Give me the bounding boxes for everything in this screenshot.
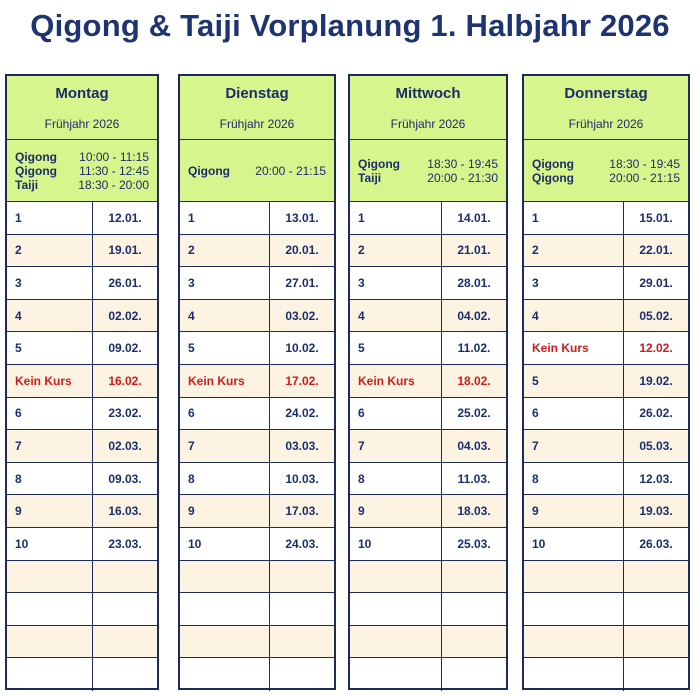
table-row [524,528,688,561]
table-row [524,398,688,431]
session-date: 26.03. [639,536,673,551]
session-date: 10.02. [285,341,319,356]
session-date: 19.02. [639,373,673,388]
course-name: Qigong [188,163,230,178]
table-row [524,658,688,691]
session-date [270,561,334,593]
session-date: 12.01. [108,210,142,225]
course-time: 18:30 - 19:45 [427,156,498,171]
table-row [7,235,157,268]
table-row [350,430,506,463]
course-time-row [15,150,149,164]
session-date: 26.02. [639,406,673,421]
session-date: 23.03. [108,536,142,551]
day-name: Montag [55,85,109,102]
course-name: Taiji [358,170,382,185]
session-label: 5 [7,332,93,364]
session-date: 12.02. [639,341,673,356]
course-name: Qigong [358,156,400,171]
day-column-donnerstag [522,74,690,690]
table-row [350,235,506,268]
table-row [180,626,334,659]
table-row [7,300,157,333]
session-label [180,626,270,658]
session-date: 24.03. [285,536,319,551]
session-date [624,561,688,593]
course-time: 20:00 - 21:15 [255,163,326,178]
table-row [7,528,157,561]
session-date: 21.01. [457,243,491,258]
course-time: 11:30 - 12:45 [79,163,149,178]
session-date: 13.01. [285,210,319,225]
table-row [350,658,506,691]
table-row [180,267,334,300]
session-date: 05.03. [639,438,673,453]
course-times [524,140,688,201]
table-row [350,463,506,496]
session-label [350,561,442,593]
session-date: 18.03. [457,504,491,519]
session-label: 8 [350,463,442,495]
course-name: Qigong [532,156,574,171]
session-label [350,593,442,625]
table-row [524,267,688,300]
table-row [180,365,334,398]
table-row [350,398,506,431]
session-label: 4 [7,300,93,332]
session-date: 16.02. [108,373,142,388]
session-label: 7 [350,430,442,462]
session-label: Kein Kurs [7,365,93,397]
session-label: 10 [524,528,624,560]
day-column-montag [5,74,159,690]
session-date [442,561,506,593]
season-label: Frühjahr 2026 [219,117,295,131]
table-row [350,528,506,561]
course-times [7,140,157,201]
session-date: 25.02. [457,406,491,421]
table-row [524,626,688,659]
table-row [180,202,334,235]
session-date: 10.03. [285,471,319,486]
session-date: 25.03. [457,536,491,551]
session-date: 14.01. [457,210,491,225]
session-label: 3 [350,267,442,299]
session-label: 1 [7,202,93,234]
session-label: 1 [524,202,624,234]
course-name: Qigong [532,170,574,185]
table-row [524,300,688,333]
session-label: 2 [350,235,442,267]
session-label: 10 [7,528,93,560]
session-label [524,561,624,593]
season-label: Frühjahr 2026 [390,117,466,131]
table-row [7,430,157,463]
table-row [7,463,157,496]
table-row [7,495,157,528]
session-label [7,593,93,625]
session-date: 09.03. [108,471,142,486]
session-label: 6 [7,398,93,430]
session-date: 28.01. [457,275,491,290]
session-label [180,593,270,625]
session-date [624,626,688,658]
session-label: 7 [524,430,624,462]
session-date: 17.02. [285,373,319,388]
table-row [350,202,506,235]
session-date: 23.02. [108,406,142,421]
table-row [350,365,506,398]
table-row [524,495,688,528]
session-label: 6 [350,398,442,430]
session-date [93,626,157,658]
table-row [350,561,506,594]
course-time: 20:00 - 21:30 [427,170,498,185]
session-date: 29.01. [639,275,673,290]
table-row [524,365,688,398]
session-label [350,658,442,691]
table-row [524,430,688,463]
course-name: Taiji [15,177,39,192]
session-label [524,658,624,691]
day-name: Donnerstag [564,85,648,102]
table-row [350,332,506,365]
session-label: Kein Kurs [350,365,442,397]
session-date: 03.03. [285,438,319,453]
session-label [524,626,624,658]
course-time-row [358,157,498,171]
session-label: 9 [524,495,624,527]
session-label: 6 [180,398,270,430]
session-date: 20.01. [285,243,319,258]
session-label: 7 [7,430,93,462]
session-date: 17.03. [285,504,319,519]
session-date [93,593,157,625]
session-date: 19.01. [108,243,142,258]
table-row [180,658,334,691]
session-date: 02.03. [108,438,142,453]
course-time: 18:30 - 20:00 [78,177,149,192]
table-row [524,463,688,496]
season-label: Frühjahr 2026 [568,117,644,131]
session-date [93,658,157,691]
table-row [180,332,334,365]
session-date: 12.03. [639,471,673,486]
course-time-row [532,171,680,185]
session-label: Kein Kurs [524,332,624,364]
session-label: 1 [180,202,270,234]
course-name: Qigong [15,163,57,178]
day-header [524,76,688,202]
session-date: 22.01. [639,243,673,258]
session-label [7,658,93,691]
session-label [524,593,624,625]
table-row [350,267,506,300]
session-date: 02.02. [108,308,142,323]
table-row [524,202,688,235]
session-label: 2 [180,235,270,267]
session-date: 04.03. [457,438,491,453]
session-date: 26.01. [108,275,142,290]
session-label: 4 [180,300,270,332]
table-row [180,561,334,594]
session-label: 4 [350,300,442,332]
table-row [180,528,334,561]
session-label: 5 [524,365,624,397]
day-header [180,76,334,202]
session-label: 8 [524,463,624,495]
course-times [180,140,334,201]
session-date: 19.03. [639,504,673,519]
season-label: Frühjahr 2026 [44,117,120,131]
table-row [524,561,688,594]
session-date [270,658,334,691]
session-label [7,561,93,593]
session-date: 27.01. [285,275,319,290]
session-date: 24.02. [285,406,319,421]
table-row [524,593,688,626]
session-date: 15.01. [639,210,673,225]
table-row [180,495,334,528]
course-time-row [15,178,149,192]
session-date: 04.02. [457,308,491,323]
course-times [350,140,506,201]
table-row [180,300,334,333]
session-label [350,626,442,658]
session-date: 11.03. [457,471,491,486]
session-label: 8 [7,463,93,495]
session-label: 9 [180,495,270,527]
session-label: 1 [350,202,442,234]
day-column-dienstag [178,74,336,690]
day-header [350,76,506,202]
course-name: Qigong [15,149,57,164]
day-name: Dienstag [225,85,289,102]
session-date: 18.02. [457,373,491,388]
table-row [7,332,157,365]
table-row [180,398,334,431]
day-name: Mittwoch [395,85,461,102]
table-row [7,202,157,235]
course-time-row [188,164,326,178]
session-label [7,626,93,658]
session-label: 3 [180,267,270,299]
session-label: 9 [350,495,442,527]
session-label: 10 [350,528,442,560]
session-label: 3 [7,267,93,299]
session-label: 9 [7,495,93,527]
session-label: 5 [180,332,270,364]
table-row [524,332,688,365]
table-row [7,658,157,691]
table-row [524,235,688,268]
session-label [180,658,270,691]
session-date: 05.02. [639,308,673,323]
table-row [7,626,157,659]
table-row [7,593,157,626]
table-row [7,561,157,594]
day-header [7,76,157,202]
session-date [624,593,688,625]
table-row [180,430,334,463]
session-label: 8 [180,463,270,495]
course-time-row [358,171,498,185]
session-date [93,561,157,593]
session-date [624,658,688,691]
table-row [180,235,334,268]
day-column-mittwoch [348,74,508,690]
session-label: Kein Kurs [180,365,270,397]
session-label: 3 [524,267,624,299]
session-label: 5 [350,332,442,364]
session-date: 03.02. [285,308,319,323]
course-time: 18:30 - 19:45 [609,156,680,171]
session-date: 16.03. [108,504,142,519]
table-row [7,398,157,431]
session-label: 6 [524,398,624,430]
course-time-row [15,164,149,178]
table-row [180,463,334,496]
table-row [350,593,506,626]
session-label: 7 [180,430,270,462]
session-label: 10 [180,528,270,560]
session-date [442,593,506,625]
course-time-row [532,157,680,171]
table-row [350,300,506,333]
session-label [180,561,270,593]
session-label: 2 [7,235,93,267]
table-row [7,267,157,300]
table-row [350,495,506,528]
session-date: 11.02. [457,341,491,356]
session-date [442,626,506,658]
session-label: 4 [524,300,624,332]
course-time: 20:00 - 21:15 [609,170,680,185]
session-date: 09.02. [108,341,142,356]
session-date [270,626,334,658]
session-label: 2 [524,235,624,267]
page-title: Qigong & Taiji Vorplanung 1. Halbjahr 2026 [30,8,670,43]
table-row [180,593,334,626]
table-row [7,365,157,398]
session-date [270,593,334,625]
table-row [350,626,506,659]
course-time: 10:00 - 11:15 [79,149,149,164]
session-date [442,658,506,691]
